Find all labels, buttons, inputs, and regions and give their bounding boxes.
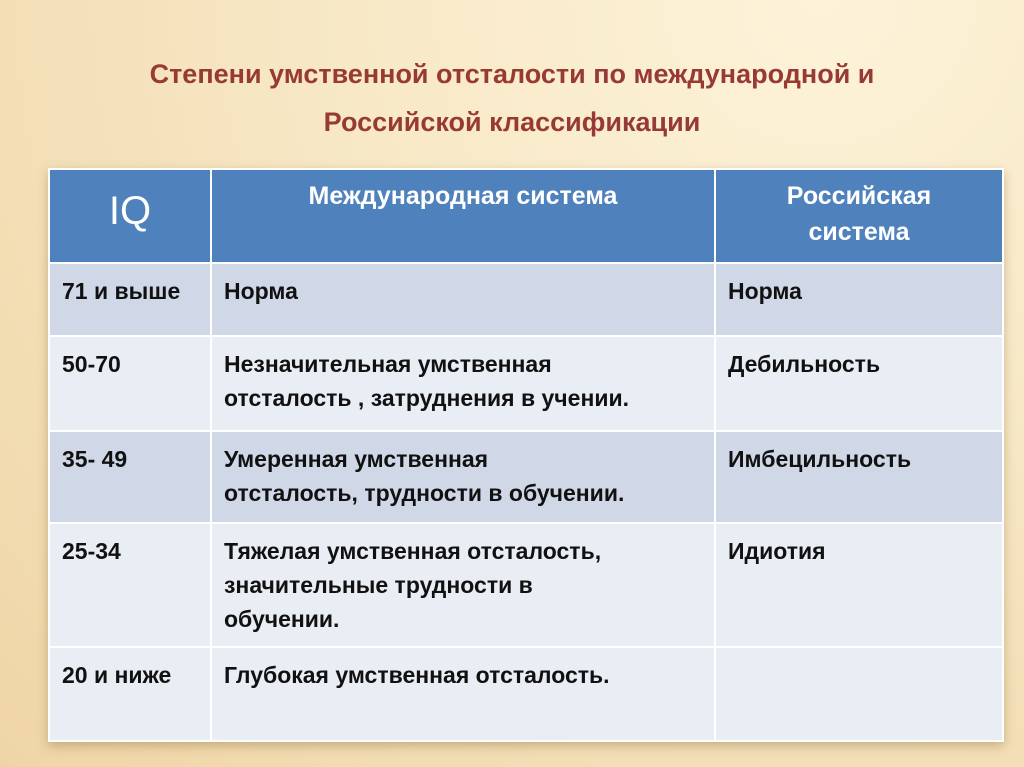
cell-line: Глубокая умственная отсталость. [224,662,610,688]
header-iq: IQ [49,169,211,263]
header-russian [715,169,1003,263]
classification-table [48,168,1004,742]
cell-russian: Идиотия [715,523,1003,647]
cell-line: обучении. [224,606,340,632]
cell-line: отсталость , затруднения в учении. [224,385,630,411]
cell-russian: Дебильность [715,336,1003,431]
title-line-1: Степени умственной отсталости по международной и [149,59,875,89]
table-row [49,647,1003,741]
table-row [49,263,1003,336]
cell-international [211,336,715,431]
cell-iq: 35- 49 [49,431,211,523]
cell-international [211,523,715,647]
cell-iq: 71 и выше [49,263,211,336]
cell-international [211,263,715,336]
table-row [49,431,1003,523]
cell-line: Умеренная умственная [224,446,489,472]
table-row [49,336,1003,431]
cell-line: Норма [224,278,298,304]
cell-iq: 50-70 [49,336,211,431]
cell-iq: 25-34 [49,523,211,647]
cell-line: Тяжелая умственная отсталость, [224,538,602,564]
table-header-row [49,169,1003,263]
cell-iq: 20 и ниже [49,647,211,741]
cell-line: отсталость, трудности в обучении. [224,480,625,506]
header-russian-line-1: Российская [786,182,932,210]
header-international: Международная система [211,169,715,263]
table-row [49,523,1003,647]
cell-international [211,647,715,741]
cell-russian: Имбецильность [715,431,1003,523]
title-line-2: Российской классификации [323,107,701,137]
cell-international [211,431,715,523]
cell-russian [715,647,1003,741]
cell-line: Незначительная умственная [224,351,552,377]
slide-title [40,50,984,146]
header-russian-line-2: система [808,218,910,246]
cell-russian: Норма [715,263,1003,336]
cell-line: значительные трудности в [224,572,533,598]
